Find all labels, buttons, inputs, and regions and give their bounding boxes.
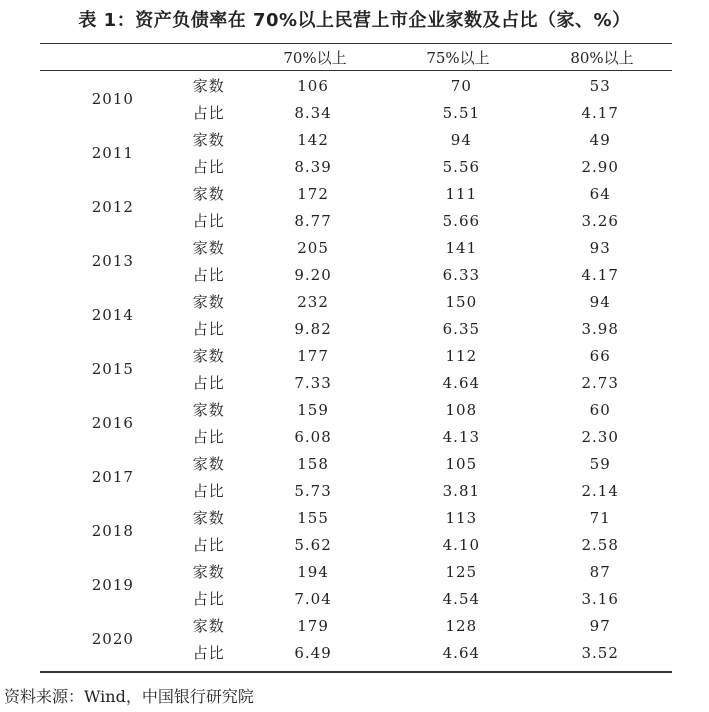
metric-label-count: 家数: [192, 239, 225, 257]
metric-label-count: 家数: [192, 347, 225, 365]
ratio-cell: 5.73: [294, 481, 332, 500]
year-cell: 2014: [91, 306, 134, 324]
table-row: [40, 558, 672, 585]
column-header-75: 75%以上: [426, 49, 490, 67]
ratio-cell: 4.10: [442, 535, 481, 554]
ratio-cell: 7.04: [294, 589, 332, 608]
table-row: [40, 288, 672, 315]
ratio-cell: 2.58: [581, 535, 619, 554]
count-cell: 64: [589, 184, 611, 203]
ratio-cell: 2.30: [581, 427, 619, 446]
count-cell: 142: [297, 130, 329, 149]
ratio-cell: 8.77: [294, 211, 332, 230]
ratio-cell: 4.17: [581, 103, 619, 122]
metric-label-ratio: 占比: [192, 374, 225, 392]
count-cell: 97: [589, 616, 611, 635]
year-cell: 2016: [91, 414, 134, 432]
source-note: 资料来源：Wind，中国银行研究院: [4, 687, 254, 706]
metric-label-ratio: 占比: [192, 482, 225, 500]
ratio-cell: 5.62: [294, 535, 332, 554]
count-cell: 194: [297, 562, 329, 581]
year-cell: 2015: [91, 360, 134, 378]
ratio-cell: 3.81: [442, 481, 481, 500]
ratio-cell: 8.34: [294, 103, 332, 122]
ratio-cell: 4.17: [581, 265, 619, 284]
ratio-cell: 5.51: [442, 103, 481, 122]
ratio-cell: 3.98: [581, 319, 619, 338]
ratio-cell: 4.13: [442, 427, 481, 446]
count-cell: 205: [297, 238, 329, 257]
metric-label-count: 家数: [192, 131, 225, 149]
metric-label-count: 家数: [192, 77, 225, 95]
count-cell: 158: [297, 454, 329, 473]
metric-label-ratio: 占比: [192, 590, 225, 608]
count-cell: 106: [297, 76, 329, 95]
year-cell: 2012: [91, 198, 134, 216]
year-cell: 2020: [91, 630, 134, 648]
data-table: [40, 72, 672, 666]
metric-label-ratio: 占比: [192, 104, 225, 122]
count-cell: 159: [297, 400, 329, 419]
table-row: [40, 342, 672, 369]
year-cell: 2018: [91, 522, 134, 540]
bottom-rule: [40, 671, 672, 673]
year-cell: 2011: [91, 144, 134, 162]
table-row: [40, 72, 672, 99]
ratio-cell: 5.66: [442, 211, 481, 230]
column-header-80: 80%以上: [570, 49, 634, 67]
count-cell: 150: [445, 292, 478, 311]
ratio-cell: 6.08: [294, 427, 332, 446]
table-row: [40, 234, 672, 261]
count-cell: 70: [450, 76, 472, 95]
ratio-cell: 6.35: [442, 319, 481, 338]
count-cell: 108: [445, 400, 478, 419]
ratio-cell: 9.82: [294, 319, 332, 338]
metric-label-count: 家数: [192, 617, 225, 635]
count-cell: 232: [297, 292, 329, 311]
count-cell: 172: [297, 184, 329, 203]
ratio-cell: 3.26: [581, 211, 619, 230]
ratio-cell: 7.33: [294, 373, 332, 392]
table-row: [40, 612, 672, 639]
metric-label-ratio: 占比: [192, 158, 225, 176]
count-cell: 179: [297, 616, 329, 635]
metric-label-count: 家数: [192, 509, 225, 527]
year-cell: 2019: [91, 576, 134, 594]
count-cell: 93: [589, 238, 611, 257]
metric-label-ratio: 占比: [192, 212, 225, 230]
metric-label-ratio: 占比: [192, 536, 225, 554]
count-cell: 87: [589, 562, 611, 581]
count-cell: 59: [589, 454, 611, 473]
count-cell: 111: [445, 184, 478, 203]
count-cell: 53: [589, 76, 611, 95]
ratio-cell: 4.64: [442, 643, 481, 662]
count-cell: 155: [297, 508, 329, 527]
count-cell: 94: [589, 292, 611, 311]
metric-label-ratio: 占比: [192, 428, 225, 446]
ratio-cell: 6.33: [442, 265, 481, 284]
count-cell: 71: [589, 508, 611, 527]
table-row: [40, 504, 672, 531]
ratio-cell: 9.20: [294, 265, 332, 284]
metric-label-ratio: 占比: [192, 266, 225, 284]
year-cell: 2013: [91, 252, 134, 270]
header-rule: [40, 70, 672, 71]
count-cell: 177: [297, 346, 329, 365]
ratio-cell: 3.16: [581, 589, 619, 608]
count-cell: 141: [445, 238, 478, 257]
metric-label-count: 家数: [192, 455, 225, 473]
ratio-cell: 2.73: [581, 373, 619, 392]
table-row: [40, 396, 672, 423]
count-cell: 94: [450, 130, 472, 149]
ratio-cell: 4.64: [442, 373, 481, 392]
column-header-70: 70%以上: [283, 49, 347, 67]
table-row: [40, 126, 672, 153]
top-rule: [40, 43, 672, 44]
count-cell: 60: [589, 400, 611, 419]
table-row: [40, 180, 672, 207]
metric-label-count: 家数: [192, 293, 225, 311]
metric-label-ratio: 占比: [192, 320, 225, 338]
count-cell: 128: [445, 616, 478, 635]
metric-label-ratio: 占比: [192, 644, 225, 662]
table-row: [40, 450, 672, 477]
metric-label-count: 家数: [192, 401, 225, 419]
ratio-cell: 2.14: [581, 481, 619, 500]
count-cell: 125: [445, 562, 478, 581]
count-cell: 112: [445, 346, 478, 365]
metric-label-count: 家数: [192, 563, 225, 581]
ratio-cell: 4.54: [442, 589, 481, 608]
metric-label-count: 家数: [192, 185, 225, 203]
year-cell: 2010: [91, 90, 134, 108]
ratio-cell: 8.39: [294, 157, 332, 176]
count-cell: 66: [589, 346, 611, 365]
ratio-cell: 2.90: [581, 157, 619, 176]
count-cell: 113: [445, 508, 478, 527]
year-cell: 2017: [91, 468, 134, 486]
ratio-cell: 3.52: [581, 643, 619, 662]
ratio-cell: 6.49: [294, 643, 332, 662]
count-cell: 105: [445, 454, 478, 473]
ratio-cell: 5.56: [442, 157, 481, 176]
count-cell: 49: [589, 130, 611, 149]
table-title: 表 1：资产负债率在 70%以上民营上市企业家数及占比（家、%）: [78, 10, 631, 31]
